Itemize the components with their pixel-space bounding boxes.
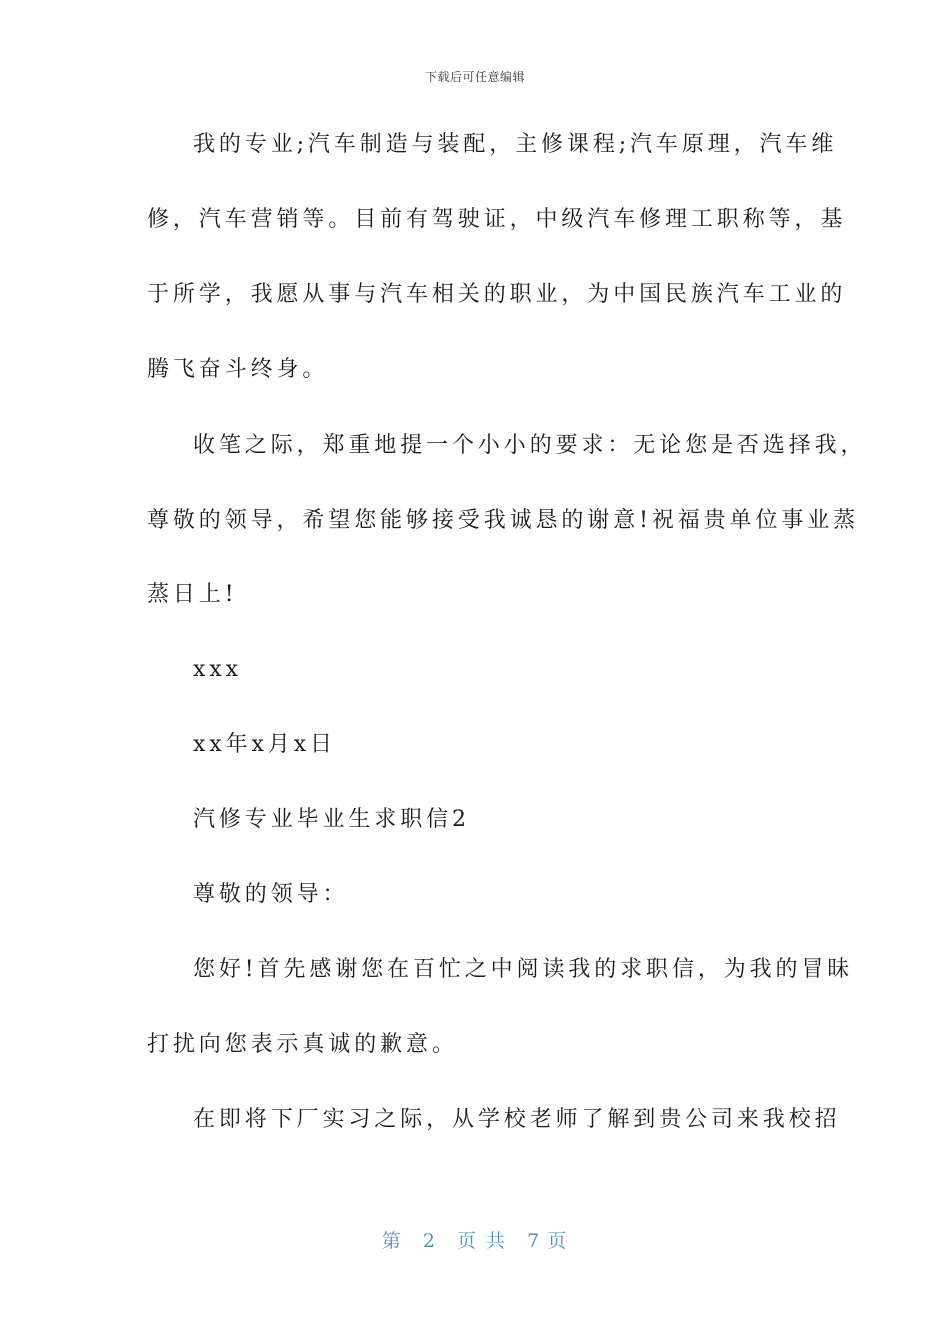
paragraph-line: 尊敬的领导，希望您能够接受我诚恳的谢意!祝福贵单位事业蒸 xyxy=(147,508,860,533)
paragraph-line: 于所学，我愿从事与汽车相关的职业，为中国民族汽车工业的 xyxy=(147,282,847,307)
paragraph-line: 在即将下厂实习之际，从学校老师了解到贵公司来我校招 xyxy=(193,1107,841,1132)
paragraph-line: 修，汽车营销等。目前有驾驶证，中级汽车修理工职称等，基 xyxy=(147,207,847,232)
paragraph-line: 腾飞奋斗终身。 xyxy=(147,357,329,382)
footer-prefix: 第 xyxy=(381,1230,403,1252)
footer-total-pages: 7 xyxy=(527,1230,542,1252)
paragraph-line: 蒸日上! xyxy=(147,582,238,607)
paragraph-line: 您好!首先感谢您在百忙之中阅读我的求职信，为我的冒昧 xyxy=(193,957,854,982)
section-title: 汽修专业毕业生求职信2 xyxy=(193,807,470,832)
paragraph-line: 我的专业;汽车制造与装配，主修课程;汽车原理，汽车维 xyxy=(193,132,838,157)
signature-name: xxx xyxy=(193,657,242,682)
footer-middle: 页 共 xyxy=(457,1230,508,1252)
footer-current-page: 2 xyxy=(422,1230,437,1252)
signature-date: xx年x月x日 xyxy=(193,732,336,757)
page-number-footer xyxy=(0,1226,950,1253)
paragraph-line: 打扰向您表示真诚的歉意。 xyxy=(147,1032,458,1057)
footer-suffix: 页 xyxy=(547,1230,569,1252)
paragraph-line: 收笔之际，郑重地提一个小小的要求：无论您是否选择我， xyxy=(193,433,867,458)
salutation: 尊敬的领导： xyxy=(193,882,349,907)
header-note: 下载后可任意编辑 xyxy=(424,70,525,84)
